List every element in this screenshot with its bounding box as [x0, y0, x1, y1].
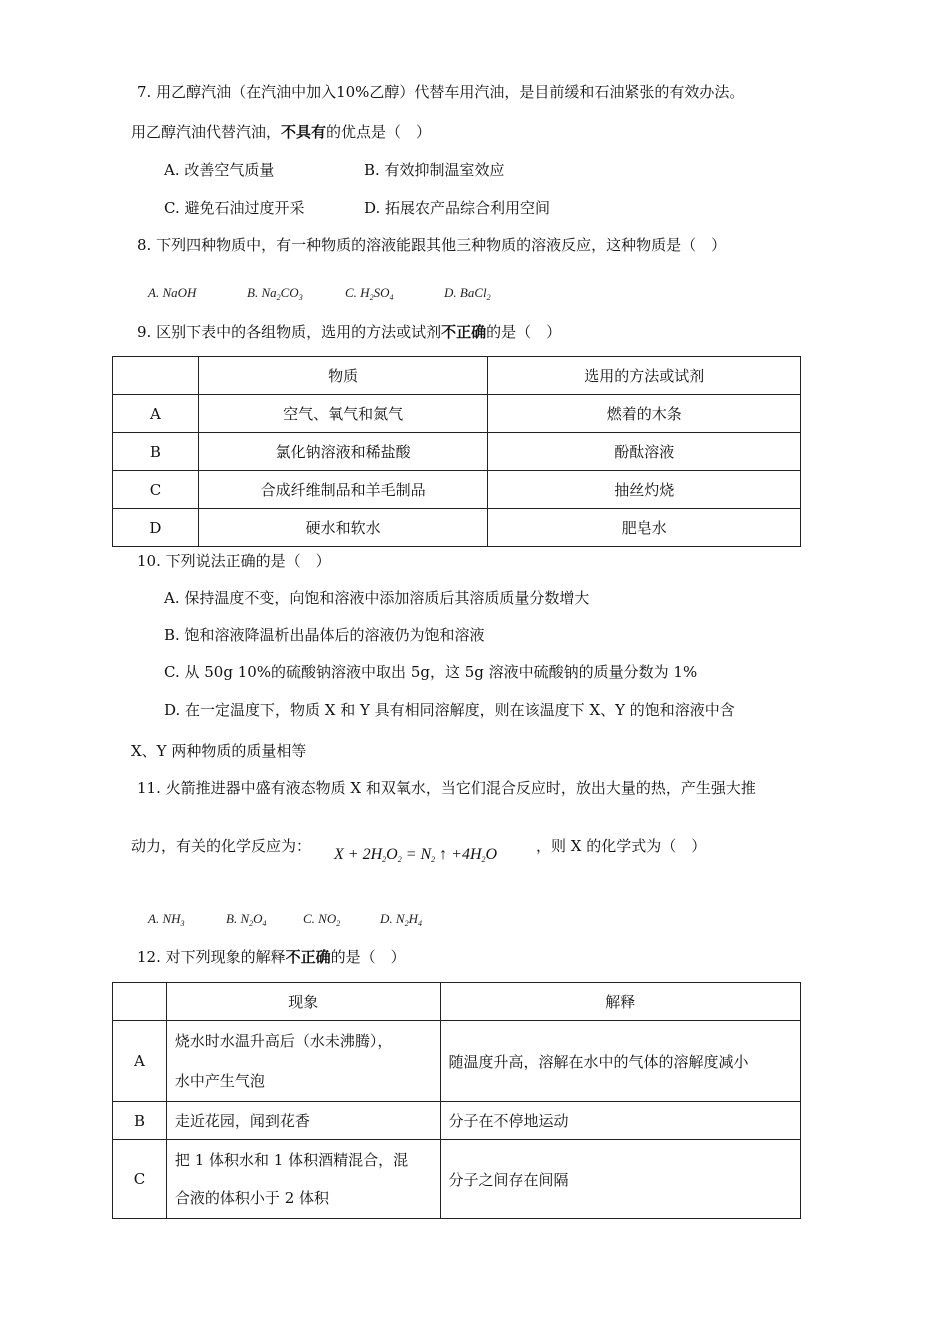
- q8-option-d: D. BaCl$_2$: [444, 285, 491, 302]
- table-row: [113, 1102, 801, 1140]
- table-row: [113, 1021, 801, 1102]
- table-row: [113, 433, 801, 471]
- q10-option-a: A. 保持温度不变，向饱和溶液中添加溶质后其溶质质量分数增大: [164, 589, 590, 607]
- q10-stem: 10. 下列说法正确的是（ ）: [137, 552, 331, 570]
- q7-option-c: C. 避免石油过度开采: [164, 199, 305, 217]
- method-cell: 酚酞溶液: [488, 433, 801, 471]
- q7-stem-line2: 用乙醇汽油代替汽油，不具有的优点是（ ）: [131, 123, 432, 141]
- q9-table: [112, 356, 801, 547]
- phenomenon-cell: 烧水时水温升高后（水未沸腾）， 水中产生气泡: [166, 1021, 440, 1102]
- row-label: C: [113, 471, 199, 509]
- table-row: [113, 1140, 801, 1219]
- q11-option-c: C. $NO_2$: [303, 911, 341, 928]
- q12-header-blank: [113, 983, 167, 1021]
- q9-header-blank: [113, 357, 199, 395]
- q11-option-a: A. $NH_3$: [148, 911, 185, 928]
- row-label: D: [113, 509, 199, 547]
- q9-table-header: [113, 357, 801, 395]
- q7-option-a: A. 改善空气质量: [164, 161, 275, 179]
- row-label: A: [113, 1021, 167, 1102]
- table-row: [113, 471, 801, 509]
- q7-option-d: D. 拓展农产品综合利用空间: [364, 199, 551, 217]
- row-label: A: [113, 395, 199, 433]
- explanation-cell: 分子之间存在间隔: [440, 1140, 800, 1219]
- q9-stem: 9. 区别下表中的各组物质，选用的方法或试剂不正确的是（ ）: [137, 323, 562, 341]
- q11-stem-line1: 11. 火箭推进器中盛有液态物质 X 和双氧水，当它们混合反应时，放出大量的热，产生强大推: [137, 779, 756, 797]
- q10-option-c: C. 从 50g 10%的硫酸钠溶液中取出 5g，这 5g 溶液中硫酸钠的质量分数为 1%: [164, 663, 698, 681]
- substance-cell: 硬水和软水: [198, 509, 488, 547]
- phenomenon-cell: 把 1 体积水和 1 体积酒精混合，混 合液的体积小于 2 体积: [166, 1140, 440, 1219]
- method-cell: 燃着的木条: [488, 395, 801, 433]
- substance-cell: 空气、氧气和氮气: [198, 395, 488, 433]
- method-cell: 肥皂水: [488, 509, 801, 547]
- q10-option-d-line2: X、Y 两种物质的质量相等: [131, 742, 307, 760]
- q8-option-a: A. NaOH: [148, 285, 197, 300]
- q8-option-b: B. $Na_2CO_3$: [247, 285, 303, 302]
- q7-option-b: B. 有效抑制温室效应: [364, 161, 505, 179]
- q11-reaction-equation: $X + 2H_2O_2 = N_2$ ↑ $+4H_2O$: [334, 846, 498, 864]
- explanation-cell: 分子在不停地运动: [440, 1102, 800, 1140]
- table-row: [113, 395, 801, 433]
- q11-stem-line2-post: ，则 X 的化学式为（ ）: [536, 837, 707, 855]
- q12-table: [112, 982, 801, 1219]
- method-cell: 抽丝灼烧: [488, 471, 801, 509]
- q12-header-phenomenon: 现象: [166, 983, 440, 1021]
- row-label: B: [113, 433, 199, 471]
- q9-header-method: 选用的方法或试剂: [488, 357, 801, 395]
- explanation-cell: 随温度升高，溶解在水中的气体的溶解度减小: [440, 1021, 800, 1102]
- q7-stem-line1: 7. 用乙醇汽油（在汽油中加入10%乙醇）代替车用汽油，是目前缓和石油紧张的有效办法。: [137, 83, 745, 101]
- q8-option-c: C. $H_2SO_4$: [345, 285, 394, 302]
- q12-stem: 12. 对下列现象的解释不正确的是（ ）: [137, 948, 406, 966]
- substance-cell: 氯化钠溶液和稀盐酸: [198, 433, 488, 471]
- q12-header-explanation: 解释: [440, 983, 800, 1021]
- q10-option-d-line1: D. 在一定温度下，物质 X 和 Y 具有相同溶解度，则在该温度下 X、Y 的饱和溶液中含: [164, 701, 735, 719]
- q11-option-b: B. $N_2O_4$: [226, 911, 267, 928]
- substance-cell: 合成纤维制品和羊毛制品: [198, 471, 488, 509]
- q10-option-b: B. 饱和溶液降温析出晶体后的溶液仍为饱和溶液: [164, 626, 485, 644]
- q8-stem: 8. 下列四种物质中，有一种物质的溶液能跟其他三种物质的溶液反应，这种物质是（ ）: [137, 236, 727, 254]
- phenomenon-cell: 走近花园，闻到花香: [166, 1102, 440, 1140]
- q11-stem-line2-pre: 动力，有关的化学反应为：: [131, 837, 312, 855]
- q9-header-substance: 物质: [198, 357, 488, 395]
- table-row: [113, 509, 801, 547]
- q12-table-header: [113, 983, 801, 1021]
- row-label: B: [113, 1102, 167, 1140]
- row-label: C: [113, 1140, 167, 1219]
- q11-option-d: D. $N_2H_4$: [380, 911, 422, 928]
